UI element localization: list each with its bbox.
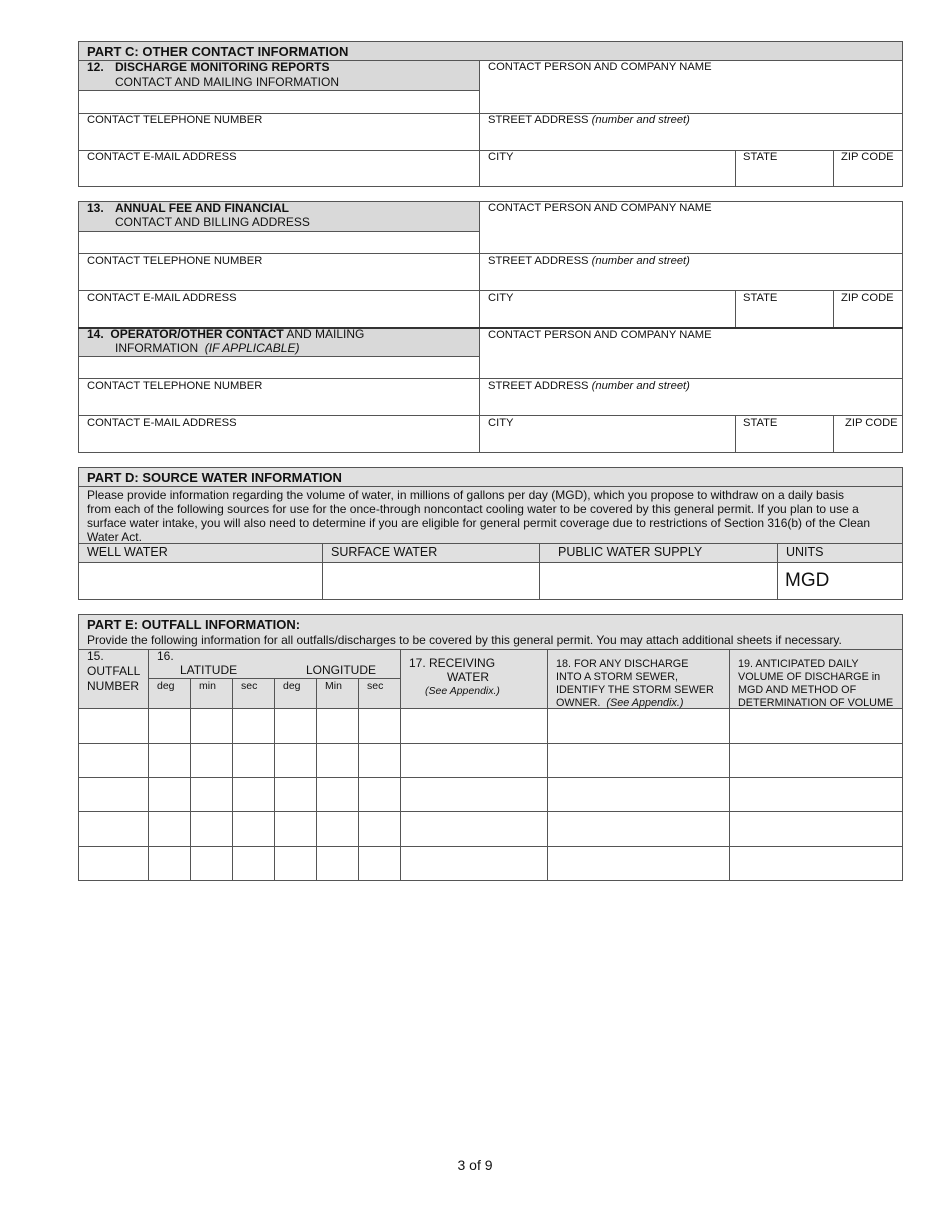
outfall-number-cell[interactable] [79,812,148,846]
part-e-header: PART E: OUTFALL INFORMATION: [87,617,301,632]
item13-email-label: CONTACT E-MAIL ADDRESS [87,292,237,304]
item13-city-field[interactable] [480,306,734,326]
item14-city-field[interactable] [480,431,734,452]
col17-line2: WATER [447,670,489,684]
lon-min-cell[interactable] [317,778,358,811]
lon-deg-cell[interactable] [275,812,316,846]
item14-street-label: STREET ADDRESS (number and street) [488,380,690,392]
lon-min-cell[interactable] [317,847,358,881]
outfall-number-cell[interactable] [79,778,148,811]
lon-deg-cell[interactable] [275,778,316,811]
storm-sewer-owner-cell[interactable] [548,778,729,811]
item12-telephone-field[interactable] [79,128,478,149]
col19-line3: MGD AND METHOD OF [738,684,857,696]
lat-min-cell[interactable] [191,847,232,881]
item12-subtitle: CONTACT AND MAILING INFORMATION [115,75,340,89]
storm-sewer-owner-cell[interactable] [548,744,729,777]
lat-sec-cell[interactable] [233,812,274,846]
item14-subtitle: INFORMATION (IF APPLICABLE) [115,341,300,355]
part-c-header: PART C: OTHER CONTACT INFORMATION [87,44,349,59]
storm-sewer-owner-cell[interactable] [548,812,729,846]
receiving-water-cell[interactable] [401,778,547,811]
receiving-water-cell[interactable] [401,709,547,743]
col16-number: 16. [157,649,174,663]
item12-city-field[interactable] [480,165,734,186]
public-water-supply-field[interactable] [540,563,776,599]
item13-person-label: CONTACT PERSON AND COMPANY NAME [488,202,712,214]
item13-state-field[interactable] [736,306,832,326]
item13-extra-field[interactable] [79,232,478,252]
part-d-header: PART D: SOURCE WATER INFORMATION [87,470,342,485]
lon-sec-cell[interactable] [359,744,400,777]
col16-latitude: LATITUDE [180,663,238,677]
receiving-water-cell[interactable] [401,744,547,777]
lat-deg-cell[interactable] [149,778,190,811]
item13-street-field[interactable] [480,269,902,289]
item12-number: 12. [87,60,104,74]
item14-email-label: CONTACT E-MAIL ADDRESS [87,417,237,429]
daily-volume-cell[interactable] [730,812,902,846]
item14-telephone-label: CONTACT TELEPHONE NUMBER [87,380,263,392]
receiving-water-cell[interactable] [401,812,547,846]
item14-zip-field[interactable] [834,431,902,452]
lon-sec-cell[interactable] [359,709,400,743]
outfall-number-cell[interactable] [79,847,148,881]
lat-min-cell[interactable] [191,744,232,777]
lon-deg-header: deg [283,680,301,692]
col17-note: (See Appendix.) [425,685,500,697]
storm-sewer-owner-cell[interactable] [548,847,729,881]
item12-person-label: CONTACT PERSON AND COMPANY NAME [488,61,712,73]
col15-number-label: NUMBER [87,679,140,693]
lat-min-header: min [199,680,216,692]
item12-state-label: STATE [743,151,778,163]
col15-outfall: OUTFALL [87,664,141,678]
units-value: MGD [785,570,830,591]
lat-deg-header: deg [157,680,175,692]
item13-subtitle: CONTACT AND BILLING ADDRESS [115,215,310,229]
item12-email-field[interactable] [79,165,478,186]
col17-line1: 17. RECEIVING [409,656,496,670]
item12-zip-field[interactable] [834,165,902,186]
item13-number: 13. [87,201,104,215]
part-e-description: Provide the following information for all outfalls/discharges to be covered by this general permit. You may attach additional sheets if necessary. [87,633,842,647]
item13-state-label: STATE [743,292,778,304]
item14-person-label: CONTACT PERSON AND COMPANY NAME [488,329,712,341]
lon-sec-header: sec [367,680,384,692]
lat-deg-cell[interactable] [149,709,190,743]
item12-street-label: STREET ADDRESS (number and street) [488,114,690,126]
surface-water-header: SURFACE WATER [331,545,438,559]
item14-city-label: CITY [488,417,514,429]
item14-person-field[interactable] [480,343,902,377]
lon-sec-cell[interactable] [359,847,400,881]
lat-min-cell[interactable] [191,812,232,846]
item12-person-field[interactable] [480,76,902,112]
item12-city-label: CITY [488,151,514,163]
item12-street-field[interactable] [480,128,902,149]
outfall-number-cell[interactable] [79,709,148,743]
lon-deg-cell[interactable] [275,709,316,743]
lon-deg-cell[interactable] [275,744,316,777]
item13-email-field[interactable] [79,306,478,326]
item12-extra-field[interactable] [79,91,478,112]
lon-min-cell[interactable] [317,812,358,846]
col18-line2: INTO A STORM SEWER, [556,671,678,683]
part-d-description-4: Water Act. [87,530,142,544]
item13-person-field[interactable] [480,217,902,252]
page-number: 3 of 9 [457,1157,493,1173]
item13-zip-label: ZIP CODE [841,292,894,304]
item12-telephone-label: CONTACT TELEPHONE NUMBER [87,114,263,126]
units-header: UNITS [786,545,824,559]
lat-sec-cell[interactable] [233,778,274,811]
item13-street-label: STREET ADDRESS (number and street) [488,255,690,267]
part-d-description-3: surface water intake, you will also need to determine if you are eligible for general permit coverage due to restrictions of Section 316(b) of the Clean [87,516,871,530]
item14-zip-label: ZIP CODE [845,417,898,429]
lon-sec-cell[interactable] [359,812,400,846]
daily-volume-cell[interactable] [730,709,902,743]
outfall-number-cell[interactable] [79,744,148,777]
public-water-supply-header: PUBLIC WATER SUPPLY [558,545,703,559]
lon-deg-cell[interactable] [275,847,316,881]
daily-volume-cell[interactable] [730,778,902,811]
col18-line3: IDENTIFY THE STORM SEWER [556,684,714,696]
col19-line2: VOLUME OF DISCHARGE in [738,671,881,683]
lat-sec-header: sec [241,680,258,692]
col15-number: 15. [87,649,104,663]
item12-email-label: CONTACT E-MAIL ADDRESS [87,151,237,163]
receiving-water-cell[interactable] [401,847,547,881]
item14-state-label: STATE [743,417,778,429]
item14-state-field[interactable] [736,431,832,452]
item13-telephone-field[interactable] [79,269,478,289]
item14-title-line: 14. OPERATOR/OTHER CONTACT AND MAILING [87,327,365,341]
item14-extra-field[interactable] [79,357,478,377]
item13-title: ANNUAL FEE AND FINANCIAL [115,201,289,215]
item12-title: DISCHARGE MONITORING REPORTS [115,60,330,74]
lat-min-cell[interactable] [191,778,232,811]
storm-sewer-owner-cell[interactable] [548,709,729,743]
item12-state-field[interactable] [736,165,832,186]
col18-line1: 18. FOR ANY DISCHARGE [556,658,689,670]
daily-volume-cell[interactable] [730,744,902,777]
lon-min-header: Min [325,680,342,692]
col19-line1: 19. ANTICIPATED DAILY [738,658,859,670]
lat-sec-cell[interactable] [233,847,274,881]
col18-line4: OWNER. (See Appendix.) [556,697,684,709]
col19-line4: DETERMINATION OF VOLUME [738,697,894,709]
lat-deg-cell[interactable] [149,744,190,777]
item12-zip-label: ZIP CODE [841,151,894,163]
lon-sec-cell[interactable] [359,778,400,811]
surface-water-field[interactable] [323,563,538,599]
item13-city-label: CITY [488,292,514,304]
lon-min-cell[interactable] [317,744,358,777]
col16-longitude: LONGITUDE [306,663,377,677]
lon-min-cell[interactable] [317,709,358,743]
well-water-header: WELL WATER [87,545,168,559]
part-d-description-1: Please provide information regarding the volume of water, in millions of gallons per day (MGD), which you propose to withdraw on a daily basis [87,488,845,502]
item14-telephone-field[interactable] [79,394,478,414]
lat-sec-cell[interactable] [233,709,274,743]
part-d-description-2: from each of the following sources for use for the once-through noncontact cooling water to be covered by this general permit. If you plan to use a [87,502,859,516]
lat-deg-cell[interactable] [149,847,190,881]
item13-telephone-label: CONTACT TELEPHONE NUMBER [87,255,263,267]
well-water-field[interactable] [79,563,321,599]
item14-street-field[interactable] [480,394,902,414]
item14-email-field[interactable] [79,431,478,452]
daily-volume-cell[interactable] [730,847,902,881]
lat-min-cell[interactable] [191,709,232,743]
item13-zip-field[interactable] [834,306,902,326]
lat-deg-cell[interactable] [149,812,190,846]
lat-sec-cell[interactable] [233,744,274,777]
